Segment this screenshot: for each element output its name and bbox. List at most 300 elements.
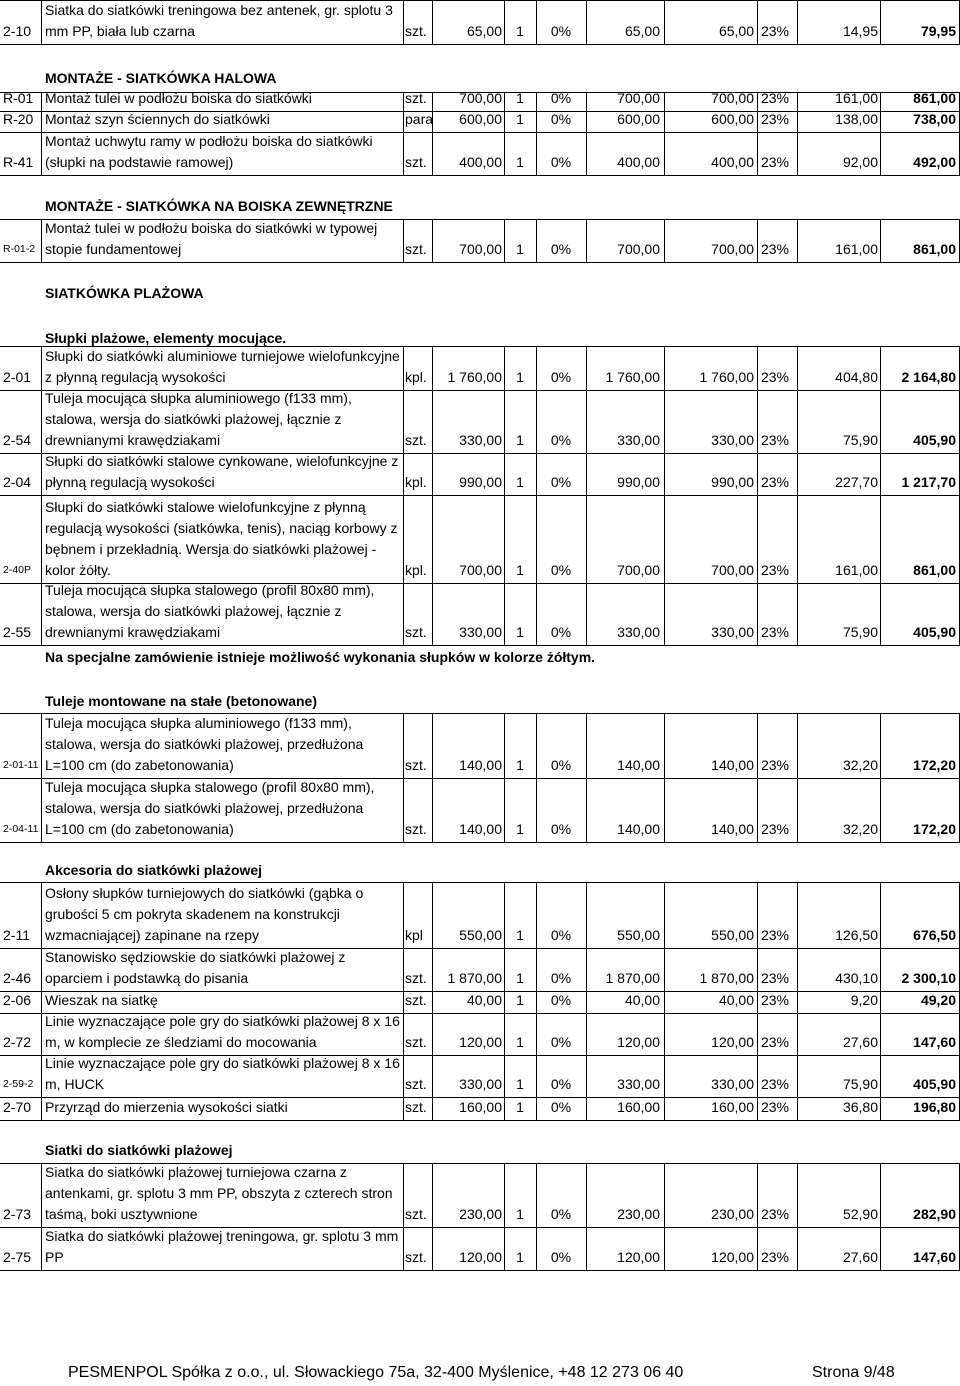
cell-gross: 79,95 xyxy=(920,23,956,39)
column-rule xyxy=(41,495,42,583)
cell-qty: 1 xyxy=(516,970,524,986)
column-rule xyxy=(880,583,881,645)
row-rule xyxy=(0,390,960,391)
cell-desc: Linie wyznaczające pole gry do siatkówki plażowej 8 x 16 m, HUCK xyxy=(45,1055,400,1092)
column-rule xyxy=(880,346,881,390)
column-rule xyxy=(797,882,798,948)
column-rule xyxy=(41,132,42,175)
cell-qty: 1 xyxy=(516,369,524,385)
column-rule xyxy=(536,0,537,44)
cell-code: 2-06 xyxy=(3,992,32,1008)
table-row xyxy=(0,346,960,390)
column-rule xyxy=(664,1055,665,1097)
table-row xyxy=(0,948,960,991)
cell-gross: 861,00 xyxy=(913,90,956,106)
column-rule xyxy=(41,1055,42,1097)
cell-p1: 330,00 xyxy=(617,432,660,448)
footer-page-number: Strona 9/48 xyxy=(812,1364,895,1381)
cell-qty: 1 xyxy=(516,821,524,837)
cell-p2: 65,00 xyxy=(718,23,754,39)
table-row xyxy=(0,778,960,842)
column-rule xyxy=(757,778,758,842)
column-rule xyxy=(586,453,587,495)
cell-net: 330,00 xyxy=(459,432,502,448)
cell-p1: 140,00 xyxy=(617,821,660,837)
cell-desc: Montaż tulei w podłożu boiska do siatkówki w typowej stopie fundamentowej xyxy=(45,220,378,257)
column-rule xyxy=(432,111,433,132)
table-row xyxy=(0,1097,960,1120)
column-rule xyxy=(797,1163,798,1227)
cell-unit: szt. xyxy=(405,23,427,39)
column-rule xyxy=(504,132,505,175)
cell-qty: 1 xyxy=(516,757,524,773)
cell-net: 700,00 xyxy=(459,90,502,106)
column-rule xyxy=(664,219,665,262)
column-rule xyxy=(432,453,433,495)
row-rule xyxy=(0,778,960,779)
cell-qty: 1 xyxy=(516,1099,524,1115)
column-rule xyxy=(403,882,404,948)
column-rule xyxy=(432,1097,433,1120)
column-rule xyxy=(880,132,881,175)
column-rule xyxy=(757,991,758,1013)
table-row xyxy=(0,1163,960,1227)
column-rule xyxy=(504,111,505,132)
cell-p2: 400,00 xyxy=(711,154,754,170)
column-rule xyxy=(41,0,42,44)
cell-unit: szt. xyxy=(405,1099,427,1115)
cell-desc: Tuleja mocująca słupka aluminiowego (f133 mm), stalowa, wersja do siatkówki plażowej, przedłużona L=100 cm (do zabetonowania) xyxy=(45,715,364,773)
cell-desc: Montaż uchwytu ramy w podłożu boiska do siatkówki (słupki na podstawie ramowej) xyxy=(45,133,373,170)
column-rule xyxy=(536,132,537,175)
column-rule xyxy=(757,583,758,645)
section-heading-plazowa: SIATKÓWKA PLAŻOWA xyxy=(45,285,204,301)
cell-unit: kpl. xyxy=(405,474,427,490)
cell-p1: 120,00 xyxy=(617,1249,660,1265)
column-rule xyxy=(41,1013,42,1055)
cell-gross: 147,60 xyxy=(913,1249,956,1265)
cell-disc: 0% xyxy=(550,992,572,1008)
cell-unit: szt. xyxy=(405,432,427,448)
column-rule xyxy=(586,778,587,842)
column-rule xyxy=(797,346,798,390)
column-rule xyxy=(797,1013,798,1055)
column-rule xyxy=(664,778,665,842)
cell-p2: 330,00 xyxy=(711,1076,754,1092)
cell-qty: 1 xyxy=(516,927,524,943)
cell-gross: 861,00 xyxy=(913,241,956,257)
cell-p2: 550,00 xyxy=(711,927,754,943)
column-rule xyxy=(403,713,404,778)
column-rule xyxy=(586,1227,587,1270)
column-rule xyxy=(757,453,758,495)
row-rule xyxy=(0,583,960,584)
column-rule xyxy=(586,0,587,44)
cell-code: R-01 xyxy=(3,90,34,106)
row-rule xyxy=(0,111,960,112)
column-rule xyxy=(797,0,798,44)
column-rule xyxy=(536,1227,537,1270)
column-rule xyxy=(797,390,798,453)
column-rule xyxy=(403,1055,404,1097)
cell-unit: kpl. xyxy=(405,369,427,385)
row-rule xyxy=(0,262,960,263)
cell-unit: szt. xyxy=(405,1076,427,1092)
cell-p2: 140,00 xyxy=(711,757,754,773)
column-rule xyxy=(536,1013,537,1055)
cell-qty: 1 xyxy=(516,624,524,640)
column-rule xyxy=(41,390,42,453)
cell-p2: 700,00 xyxy=(711,241,754,257)
cell-p2: 120,00 xyxy=(711,1249,754,1265)
cell-p1: 700,00 xyxy=(617,90,660,106)
cell-qty: 1 xyxy=(516,1076,524,1092)
column-rule xyxy=(664,1163,665,1227)
column-rule xyxy=(504,583,505,645)
column-rule xyxy=(664,132,665,175)
cell-vat: 23% xyxy=(760,562,790,578)
footer-company: PESMENPOL Spółka z o.o., ul. Słowackiego 75a, 32-400 Myślenice, +48 12 273 06 40 xyxy=(68,1364,684,1381)
column-rule xyxy=(41,583,42,645)
row-rule xyxy=(0,1055,960,1056)
cell-gross: 2 300,10 xyxy=(901,970,956,986)
column-rule xyxy=(586,346,587,390)
table-row xyxy=(0,111,960,132)
column-rule xyxy=(41,948,42,991)
column-rule xyxy=(536,390,537,453)
column-rule xyxy=(504,991,505,1013)
cell-desc: Słupki do siatkówki stalowe cynkowane, wielofunkcyjne z płynną regulacją wysokości xyxy=(45,453,399,490)
column-rule xyxy=(41,111,42,132)
column-rule xyxy=(536,583,537,645)
cell-desc: Siatka do siatkówki plażowej treningowa, gr. splotu 3 mm PP xyxy=(45,1228,399,1265)
cell-gross: 196,80 xyxy=(913,1099,956,1115)
column-rule xyxy=(797,1227,798,1270)
column-rule xyxy=(664,111,665,132)
cell-p1: 600,00 xyxy=(617,111,660,127)
column-rule xyxy=(664,346,665,390)
cell-vat: 23% xyxy=(760,111,790,127)
column-rule xyxy=(432,219,433,262)
cell-vat: 23% xyxy=(760,757,790,773)
column-rule xyxy=(757,219,758,262)
cell-disc: 0% xyxy=(550,1034,572,1050)
cell-net: 140,00 xyxy=(459,757,502,773)
cell-p2: 230,00 xyxy=(711,1206,754,1222)
cell-p1: 230,00 xyxy=(617,1206,660,1222)
column-rule xyxy=(432,1227,433,1270)
cell-code: 2-11 xyxy=(3,927,30,943)
row-rule xyxy=(0,948,960,949)
column-rule xyxy=(403,92,404,111)
column-rule xyxy=(432,346,433,390)
column-rule xyxy=(797,991,798,1013)
cell-p2: 700,00 xyxy=(711,562,754,578)
cell-disc: 0% xyxy=(550,154,572,170)
cell-p1: 400,00 xyxy=(617,154,660,170)
column-rule xyxy=(536,495,537,583)
cell-vat: 23% xyxy=(760,1099,790,1115)
cell-vat: 23% xyxy=(760,432,790,448)
column-rule xyxy=(41,346,42,390)
cell-code: 2-40P xyxy=(3,564,32,576)
column-rule xyxy=(504,1097,505,1120)
column-rule xyxy=(504,453,505,495)
cell-p2: 700,00 xyxy=(711,90,754,106)
row-rule xyxy=(0,1163,960,1164)
cell-disc: 0% xyxy=(550,111,572,127)
cell-gross: 282,90 xyxy=(913,1206,956,1222)
cell-qty: 1 xyxy=(516,111,524,127)
cell-unit: szt. xyxy=(405,1206,427,1222)
cell-unit: szt. xyxy=(405,624,427,640)
cell-gross: 2 164,80 xyxy=(901,369,956,385)
cell-gross: 172,20 xyxy=(913,821,956,837)
row-rule xyxy=(0,1120,960,1121)
column-rule xyxy=(403,948,404,991)
cell-vat: 23% xyxy=(760,154,790,170)
column-rule xyxy=(664,1013,665,1055)
column-rule xyxy=(880,1013,881,1055)
cell-qty: 1 xyxy=(516,474,524,490)
column-rule xyxy=(797,778,798,842)
column-rule xyxy=(41,219,42,262)
table-row xyxy=(0,991,960,1013)
cell-p1: 330,00 xyxy=(617,1076,660,1092)
column-rule xyxy=(536,1055,537,1097)
cell-disc: 0% xyxy=(550,90,572,106)
cell-vatv: 430,10 xyxy=(835,970,878,986)
cell-qty: 1 xyxy=(516,241,524,257)
cell-gross: 147,60 xyxy=(913,1034,956,1050)
cell-p1: 1 870,00 xyxy=(605,970,660,986)
column-rule xyxy=(403,1163,404,1227)
column-rule xyxy=(41,1097,42,1120)
column-rule xyxy=(797,92,798,111)
cell-vatv: 9,20 xyxy=(850,992,878,1008)
column-rule xyxy=(757,111,758,132)
cell-p1: 40,00 xyxy=(624,992,660,1008)
column-rule xyxy=(41,453,42,495)
column-rule xyxy=(504,882,505,948)
cell-p2: 120,00 xyxy=(711,1034,754,1050)
cell-p2: 40,00 xyxy=(718,992,754,1008)
cell-qty: 1 xyxy=(516,1034,524,1050)
section-heading-halowa: MONTAŻE - SIATKÓWKA HALOWA xyxy=(45,70,277,86)
column-rule xyxy=(586,390,587,453)
column-rule xyxy=(536,346,537,390)
cell-disc: 0% xyxy=(550,1249,572,1265)
column-rule xyxy=(664,583,665,645)
column-rule xyxy=(586,991,587,1013)
cell-qty: 1 xyxy=(516,1249,524,1265)
column-rule xyxy=(504,1227,505,1270)
column-rule xyxy=(586,882,587,948)
cell-p1: 700,00 xyxy=(617,241,660,257)
cell-net: 550,00 xyxy=(459,927,502,943)
column-rule xyxy=(757,1097,758,1120)
column-rule xyxy=(432,882,433,948)
cell-gross: 405,90 xyxy=(913,624,956,640)
cell-unit: kpl. xyxy=(405,562,427,578)
cell-gross: 676,50 xyxy=(913,927,956,943)
column-rule xyxy=(536,713,537,778)
cell-p2: 140,00 xyxy=(711,821,754,837)
section-heading-slupki: Słupki plażowe, elementy mocujące. xyxy=(45,330,287,346)
column-rule xyxy=(403,1097,404,1120)
column-rule xyxy=(504,92,505,111)
column-rule xyxy=(586,111,587,132)
cell-p2: 1 870,00 xyxy=(699,970,754,986)
table-row xyxy=(0,1013,960,1055)
cell-vat: 23% xyxy=(760,1034,790,1050)
cell-vatv: 138,00 xyxy=(835,111,878,127)
column-rule xyxy=(403,1227,404,1270)
cell-disc: 0% xyxy=(550,241,572,257)
column-rule xyxy=(504,346,505,390)
cell-p1: 550,00 xyxy=(617,927,660,943)
cell-vat: 23% xyxy=(760,369,790,385)
column-rule xyxy=(797,948,798,991)
table-row xyxy=(0,882,960,948)
cell-net: 700,00 xyxy=(459,241,502,257)
cell-vat: 23% xyxy=(760,927,790,943)
cell-disc: 0% xyxy=(550,624,572,640)
cell-vatv: 161,00 xyxy=(835,562,878,578)
column-rule xyxy=(664,92,665,111)
cell-code: 2-55 xyxy=(3,624,32,640)
column-rule xyxy=(797,1055,798,1097)
cell-net: 330,00 xyxy=(459,624,502,640)
row-rule xyxy=(0,0,960,1)
cell-p1: 700,00 xyxy=(617,562,660,578)
column-rule xyxy=(403,219,404,262)
cell-code: 2-70 xyxy=(3,1099,32,1115)
cell-vatv: 161,00 xyxy=(835,90,878,106)
row-rule xyxy=(0,1097,960,1098)
cell-desc: Tuleja mocująca słupka aluminiowego (f133 mm), stalowa, wersja do siatkówki plażowej, łącznie z drewnianymi krawędziakami xyxy=(45,390,352,448)
cell-disc: 0% xyxy=(550,432,572,448)
cell-p2: 990,00 xyxy=(711,474,754,490)
row-rule xyxy=(0,1013,960,1014)
column-rule xyxy=(880,882,881,948)
column-rule xyxy=(880,390,881,453)
cell-unit: szt. xyxy=(405,757,427,773)
cell-vat: 23% xyxy=(760,992,790,1008)
table-row xyxy=(0,583,960,645)
cell-disc: 0% xyxy=(550,970,572,986)
cell-disc: 0% xyxy=(550,562,572,578)
cell-disc: 0% xyxy=(550,927,572,943)
column-rule xyxy=(403,583,404,645)
row-rule xyxy=(0,92,960,93)
column-rule xyxy=(403,346,404,390)
cell-gross: 738,00 xyxy=(913,111,956,127)
column-rule xyxy=(403,390,404,453)
column-rule xyxy=(536,1163,537,1227)
cell-code: 2-46 xyxy=(3,970,32,986)
cell-vat: 23% xyxy=(760,1076,790,1092)
cell-vatv: 126,50 xyxy=(835,927,878,943)
column-rule xyxy=(403,0,404,44)
column-rule xyxy=(432,1013,433,1055)
cell-qty: 1 xyxy=(516,1206,524,1222)
cell-net: 230,00 xyxy=(459,1206,502,1222)
column-rule xyxy=(536,92,537,111)
column-rule xyxy=(880,778,881,842)
cell-code: 2-73 xyxy=(3,1206,32,1222)
cell-unit: szt. xyxy=(405,821,427,837)
cell-qty: 1 xyxy=(516,432,524,448)
column-rule xyxy=(586,1013,587,1055)
cell-vat: 23% xyxy=(760,1249,790,1265)
row-rule xyxy=(0,882,960,883)
column-rule xyxy=(664,1227,665,1270)
section-heading-tuleje: Tuleje montowane na stałe (betonowane) xyxy=(45,693,317,709)
table-row xyxy=(0,1055,960,1097)
cell-code: 2-75 xyxy=(3,1249,32,1265)
cell-disc: 0% xyxy=(550,474,572,490)
column-rule xyxy=(797,132,798,175)
column-rule xyxy=(536,111,537,132)
cell-desc: Stanowisko sędziowskie do siatkówki plażowej z oparciem i podstawką do pisania xyxy=(45,949,346,986)
row-rule xyxy=(0,132,960,133)
column-rule xyxy=(797,111,798,132)
cell-desc: Montaż szyn ściennych do siatkówki xyxy=(45,111,270,127)
cell-gross: 405,90 xyxy=(913,1076,956,1092)
column-rule xyxy=(536,991,537,1013)
column-rule xyxy=(41,1227,42,1270)
column-rule xyxy=(504,1163,505,1227)
column-rule xyxy=(536,882,537,948)
row-rule xyxy=(0,1270,960,1271)
column-rule xyxy=(757,1227,758,1270)
cell-net: 1 760,00 xyxy=(447,369,502,385)
cell-desc: Przyrząd do mierzenia wysokości siatki xyxy=(45,1099,288,1115)
column-rule xyxy=(757,495,758,583)
cell-code: 2-72 xyxy=(3,1034,32,1050)
cell-net: 120,00 xyxy=(459,1034,502,1050)
cell-unit: szt. xyxy=(405,1034,427,1050)
special-order-note: Na specjalne zamówienie istnieje możliwość wykonania słupków w kolorze żółtym. xyxy=(45,649,596,665)
column-rule xyxy=(586,92,587,111)
column-rule xyxy=(403,495,404,583)
row-rule xyxy=(0,175,960,176)
cell-p1: 120,00 xyxy=(617,1034,660,1050)
column-rule xyxy=(432,0,433,44)
cell-code: R-01-2 xyxy=(3,243,36,255)
column-rule xyxy=(664,948,665,991)
column-rule xyxy=(797,583,798,645)
cell-desc: Słupki do siatkówki stalowe wielofunkcyjne z płynną regulacją wysokości (siatkówka, tenis), naciąg korbowy z bębnem i przekładnią. Wersja do siatkówki plażowej - kolor żółty. xyxy=(45,499,398,578)
column-rule xyxy=(664,713,665,778)
cell-net: 400,00 xyxy=(459,154,502,170)
cell-net: 1 870,00 xyxy=(447,970,502,986)
cell-disc: 0% xyxy=(550,1206,572,1222)
cell-p1: 140,00 xyxy=(617,757,660,773)
cell-vatv: 27,60 xyxy=(842,1249,878,1265)
cell-gross: 405,90 xyxy=(913,432,956,448)
column-rule xyxy=(586,583,587,645)
column-rule xyxy=(664,991,665,1013)
column-rule xyxy=(41,882,42,948)
table-row xyxy=(0,1227,960,1270)
cell-desc: Montaż tulei w podłożu boiska do siatkówki xyxy=(45,90,312,106)
row-rule xyxy=(0,1227,960,1228)
column-rule xyxy=(504,713,505,778)
cell-gross: 49,20 xyxy=(920,992,956,1008)
cell-vat: 23% xyxy=(760,970,790,986)
